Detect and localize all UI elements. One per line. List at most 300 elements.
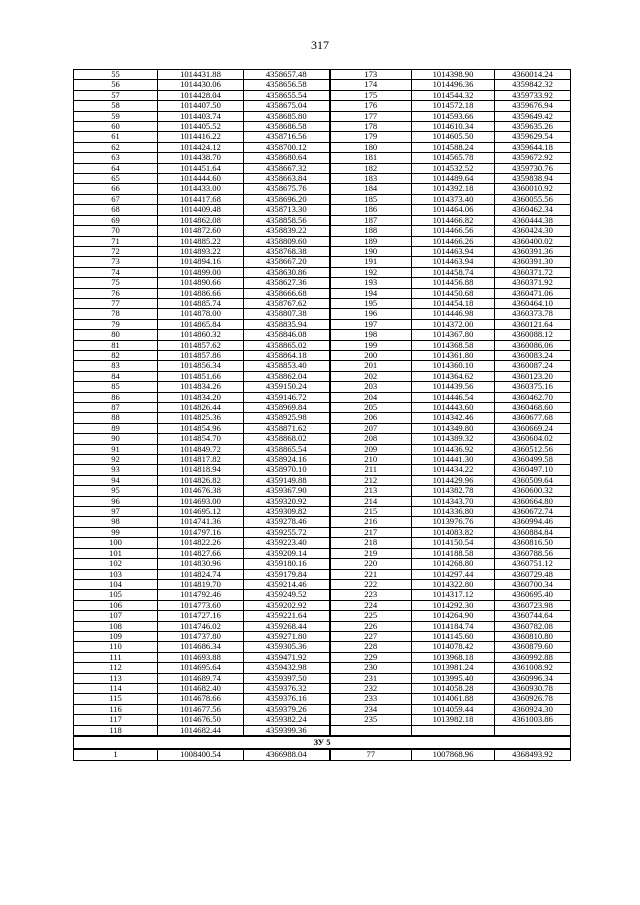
table-row [74,517,571,527]
table-cell: 4368493.92 [495,749,571,761]
table-cell: 179 [330,132,412,142]
table-cell: 4360400.02 [495,236,571,246]
table-cell: 116 [74,704,158,714]
table-cell: 78 [74,309,158,319]
table-cell: 4361003.86 [495,715,571,725]
table-cell: 104 [74,579,158,589]
table-cell: 90 [74,434,158,444]
coordinates-table-body [74,70,571,761]
table-cell: 4358696.20 [244,194,330,204]
table-cell: 219 [330,548,412,558]
table-row [74,132,571,142]
table-cell: 4360462.70 [495,392,571,402]
table-cell: 73 [74,257,158,267]
table-cell: 1014834.26 [158,382,244,392]
table-cell: 1014059.44 [412,704,495,714]
table-cell: 233 [330,694,412,704]
table-cell: 4359202.92 [244,600,330,610]
table-cell: 4360086.06 [495,340,571,350]
table-cell: 81 [74,340,158,350]
table-cell: 4360926.78 [495,694,571,704]
table-cell: 4358767.62 [244,298,330,308]
table-cell: 4360468.60 [495,403,571,413]
table-cell: 4359672.92 [495,153,571,163]
table-cell: 200 [330,350,412,360]
table-cell: 59 [74,111,158,121]
table-cell: 178 [330,122,412,132]
table-cell: 4359397.50 [244,673,330,683]
table-cell: 1014368.58 [412,340,495,350]
table-row [74,749,571,761]
table-cell: 1014792.46 [158,590,244,600]
table-cell: 1014373.40 [412,194,495,204]
table-row [74,403,571,413]
table-cell: 1014849.72 [158,444,244,454]
table-cell: 209 [330,444,412,454]
table-row [74,704,571,714]
table-cell: 1014857.62 [158,340,244,350]
table-cell: 4360930.78 [495,683,571,693]
table-cell: 4358657.48 [244,70,330,80]
table-cell: 1014058.28 [412,683,495,693]
table-cell: 4359255.72 [244,527,330,537]
table-cell: 1014392.18 [412,184,495,194]
table-row [74,309,571,319]
table-cell: 1014830.96 [158,559,244,569]
table-cell [412,725,495,736]
table-cell: 115 [74,694,158,704]
table-cell: 1014360.10 [412,361,495,371]
table-cell: 1014818.94 [158,465,244,475]
table-cell: 113 [74,673,158,683]
table-cell: 1014682.44 [158,725,244,736]
table-cell: 173 [330,70,412,80]
table-cell: 1014441.30 [412,455,495,465]
table-row [74,267,571,277]
table-cell: 4360677.68 [495,413,571,423]
table-cell: 4360669.24 [495,423,571,433]
table-cell: 1014424.12 [158,142,244,152]
table-cell: 1014686.34 [158,642,244,652]
table-cell: 4359676.94 [495,101,571,111]
table-cell: 4360444.38 [495,215,571,225]
table-row [74,507,571,517]
table-cell: 1014438.70 [158,153,244,163]
table-cell: 63 [74,153,158,163]
table-cell: 1013981.24 [412,663,495,673]
table-cell: 1014572.18 [412,101,495,111]
table-cell: 107 [74,611,158,621]
table-cell: 222 [330,579,412,589]
table-cell: 1014565.78 [412,153,495,163]
table-cell: 180 [330,142,412,152]
table-cell: 99 [74,527,158,537]
table-cell: 4358925.98 [244,413,330,423]
table-cell: 4359367.90 [244,486,330,496]
table-cell: 1014403.74 [158,111,244,121]
table-row [74,153,571,163]
table-cell: 4358663.84 [244,174,330,184]
table-cell: 1014416.22 [158,132,244,142]
table-cell: 1014854.96 [158,423,244,433]
table-cell: 1014458.74 [412,267,495,277]
table-row [74,475,571,485]
table-cell: 216 [330,517,412,527]
table-cell: 1014417.68 [158,194,244,204]
table-cell: 65 [74,174,158,184]
table-cell: 79 [74,319,158,329]
table-cell: 4359278.46 [244,517,330,527]
table-cell: 1014899.00 [158,267,244,277]
table-cell: 4358700.12 [244,142,330,152]
table-cell: 4359221.64 [244,611,330,621]
table-cell: 1014317.12 [412,590,495,600]
table-cell: 4360782.08 [495,621,571,631]
table-cell: 1014428.04 [158,90,244,100]
table-cell: 1014819.70 [158,579,244,589]
table-row [74,434,571,444]
table-cell: 74 [74,267,158,277]
table-row [74,715,571,725]
table-cell: 1014677.56 [158,704,244,714]
table-row [74,725,571,736]
table-cell: 210 [330,455,412,465]
table-cell: 211 [330,465,412,475]
table-cell: 4360509.64 [495,475,571,485]
table-cell: 1014544.32 [412,90,495,100]
table-cell: 1014797.16 [158,527,244,537]
table-cell: 1014405.52 [158,122,244,132]
table-cell: 1014061.88 [412,694,495,704]
table-cell: 97 [74,507,158,517]
table-row [74,142,571,152]
table-cell: 201 [330,361,412,371]
table-cell: 4360462.34 [495,205,571,215]
table-cell: 1014862.08 [158,215,244,225]
table-cell: 186 [330,205,412,215]
table-cell: 4359179.84 [244,569,330,579]
table-cell: 1014446.98 [412,309,495,319]
table-cell: 4360014.24 [495,70,571,80]
table-cell: 1014361.80 [412,350,495,360]
table-cell: 76 [74,288,158,298]
table-cell: 175 [330,90,412,100]
table-cell: 218 [330,538,412,548]
table-cell: 4360884.84 [495,527,571,537]
table-cell: 108 [74,621,158,631]
table-cell [330,725,412,736]
table-cell: 192 [330,267,412,277]
table-cell: 1014727.16 [158,611,244,621]
table-cell: 4358627.36 [244,278,330,288]
table-cell: 1014890.66 [158,278,244,288]
table-cell: 4358862.04 [244,371,330,381]
table-cell: 1014078.42 [412,642,495,652]
table-cell: 4359838.94 [495,174,571,184]
table-row [74,600,571,610]
table-cell: 1007868.96 [412,749,495,761]
table-cell: 60 [74,122,158,132]
table-cell: 1014817.82 [158,455,244,465]
table-row [74,80,571,90]
table-cell: 1014605.50 [412,132,495,142]
table-cell: 234 [330,704,412,714]
table-cell: 4358865.54 [244,444,330,454]
table-cell: 1014826.82 [158,475,244,485]
table-cell: 68 [74,205,158,215]
table-cell: 4358868.02 [244,434,330,444]
table-cell: 221 [330,569,412,579]
table-cell: 88 [74,413,158,423]
table-cell: 57 [74,90,158,100]
table-cell: 91 [74,444,158,454]
table-cell: 208 [330,434,412,444]
table-cell: 1014822.26 [158,538,244,548]
table-cell: 4359649.42 [495,111,571,121]
table-cell: 4360464.10 [495,298,571,308]
table-row [74,111,571,121]
table-cell: 1014463.94 [412,246,495,256]
table-cell: 4360723.98 [495,600,571,610]
table-cell: 229 [330,652,412,662]
table-cell: 195 [330,298,412,308]
table-cell: 4358686.58 [244,122,330,132]
table-cell: 1014398.90 [412,70,495,80]
table-cell: 4360604.02 [495,434,571,444]
table-cell: 71 [74,236,158,246]
table-cell: 228 [330,642,412,652]
table-cell: 4358768.38 [244,246,330,256]
table-cell: 4360695.40 [495,590,571,600]
table-cell: 196 [330,309,412,319]
table-cell: 4361008.92 [495,663,571,673]
table-row [74,226,571,236]
table-row [74,361,571,371]
table-row [74,257,571,267]
table-cell: 4360087.24 [495,361,571,371]
table-cell: 87 [74,403,158,413]
table-cell: 1014682.40 [158,683,244,693]
table-cell: 4360471.06 [495,288,571,298]
table-cell: 4359146.72 [244,392,330,402]
table-cell: 217 [330,527,412,537]
table-cell: 101 [74,548,158,558]
table-cell: 117 [74,715,158,725]
table-cell: 1014430.06 [158,80,244,90]
table-cell: 230 [330,663,412,673]
table-cell: 56 [74,80,158,90]
table-cell: 4359214.46 [244,579,330,589]
table-cell: 4359271.80 [244,631,330,641]
table-cell: 1014678.66 [158,694,244,704]
table-cell: 4360391.30 [495,257,571,267]
table-cell: 198 [330,330,412,340]
table-cell: 4360810.80 [495,631,571,641]
table-cell: 105 [74,590,158,600]
table-cell: 1014610.34 [412,122,495,132]
table-cell: 4360055.56 [495,194,571,204]
table-row [74,569,571,579]
table-cell: 1014860.32 [158,330,244,340]
table-row [74,631,571,641]
table-cell: 1014431.88 [158,70,244,80]
table-row [74,194,571,204]
table-cell: 4360924.30 [495,704,571,714]
table-row [74,527,571,537]
table-cell: 4358685.80 [244,111,330,121]
table-cell: 4360373.78 [495,309,571,319]
page-number: 317 [311,38,329,52]
table-cell: 1014695.64 [158,663,244,673]
table-cell: 1014292.30 [412,600,495,610]
table-cell: 191 [330,257,412,267]
table-cell: 189 [330,236,412,246]
table-cell: 190 [330,246,412,256]
table-cell: 4360512.56 [495,444,571,454]
table-cell: 206 [330,413,412,423]
table-cell: 4360375.16 [495,382,571,392]
table-cell: 1014436.92 [412,444,495,454]
table-cell: 118 [74,725,158,736]
table-cell: 1008400.54 [158,749,244,761]
table-cell: 220 [330,559,412,569]
table-cell: 4360121.64 [495,319,571,329]
table-cell: 4360879.60 [495,642,571,652]
table-cell: 1014409.48 [158,205,244,215]
table-cell: 1014150.54 [412,538,495,548]
table-row [74,70,571,80]
table-cell: 1014593.66 [412,111,495,121]
table-row [74,683,571,693]
table-cell: 1013982.18 [412,715,495,725]
table-cell: 1014737.80 [158,631,244,641]
table-cell: 4360788.56 [495,548,571,558]
table-cell: 1014676.38 [158,486,244,496]
table-cell: 4360391.36 [495,246,571,256]
table-row [74,246,571,256]
table-row [74,330,571,340]
table-cell: 86 [74,392,158,402]
table-cell: 204 [330,392,412,402]
table-cell: 4360992.88 [495,652,571,662]
table-cell: 4359644.18 [495,142,571,152]
table-cell: 1014342.46 [412,413,495,423]
table-cell: 109 [74,631,158,641]
table-cell: 1014322.80 [412,579,495,589]
table-cell: 1014827.66 [158,548,244,558]
table-cell: 1014834.20 [158,392,244,402]
table-cell: 1014865.84 [158,319,244,329]
table-cell: 4358667.20 [244,257,330,267]
table-cell: 4360994.46 [495,517,571,527]
table-cell: 70 [74,226,158,236]
table-row [74,673,571,683]
table-cell: 4360010.92 [495,184,571,194]
table-cell: 93 [74,465,158,475]
table-cell: 1014489.64 [412,174,495,184]
table-cell: 1014382.78 [412,486,495,496]
table-row [74,205,571,215]
table-cell: 177 [330,111,412,121]
table-cell: 102 [74,559,158,569]
table-cell: 1014264.90 [412,611,495,621]
table-cell: 4359223.40 [244,538,330,548]
coordinates-table [73,69,571,761]
table-cell: 1014463.94 [412,257,495,267]
table-cell: 1013995.40 [412,673,495,683]
table-cell: 1014268.80 [412,559,495,569]
table-cell: 4359432.98 [244,663,330,673]
table-cell: 226 [330,621,412,631]
table-cell: 112 [74,663,158,673]
table-cell: 207 [330,423,412,433]
table-cell: 224 [330,600,412,610]
table-cell: 4358809.60 [244,236,330,246]
table-cell: 1014349.80 [412,423,495,433]
table-row [74,174,571,184]
table-cell: 83 [74,361,158,371]
table-row [74,278,571,288]
table-cell: 61 [74,132,158,142]
table-row [74,455,571,465]
table-cell: 1014741.36 [158,517,244,527]
table-cell: 66 [74,184,158,194]
table-row [74,642,571,652]
table-cell: 4359149.88 [244,475,330,485]
table-row [74,652,571,662]
table-cell [495,725,571,736]
table-row [74,663,571,673]
table-row [74,538,571,548]
table-cell: 62 [74,142,158,152]
table-cell: 4358846.08 [244,330,330,340]
table-cell: 4358839.22 [244,226,330,236]
table-cell: 1014894.16 [158,257,244,267]
table-cell: 1014434.22 [412,465,495,475]
table-cell: 1014532.52 [412,163,495,173]
table-cell: 4358675.76 [244,184,330,194]
table-cell: 4360123.20 [495,371,571,381]
table-row [74,559,571,569]
table-cell: 1014851.66 [158,371,244,381]
table-row [74,298,571,308]
table-cell: 1014857.86 [158,350,244,360]
table-cell: 4360497.10 [495,465,571,475]
table-cell: 194 [330,288,412,298]
table-cell: 84 [74,371,158,381]
table-cell: 4358858.56 [244,215,330,225]
table-cell: 215 [330,507,412,517]
table-cell: 4359842.32 [495,80,571,90]
table-cell: 4359305.36 [244,642,330,652]
table-cell: 181 [330,153,412,163]
table-row [74,621,571,631]
table-cell: 98 [74,517,158,527]
table-cell: 4358656.58 [244,80,330,90]
table-cell: 1014446.54 [412,392,495,402]
table-cell: 92 [74,455,158,465]
table-cell: 1014588.24 [412,142,495,152]
table-cell: 4360744.64 [495,611,571,621]
table-cell: 75 [74,278,158,288]
table-cell: 223 [330,590,412,600]
table-cell: 4358666.68 [244,288,330,298]
table-cell: 1014872.60 [158,226,244,236]
table-cell: 4358871.62 [244,423,330,433]
table-row [74,90,571,100]
table-row [74,350,571,360]
table-cell: 94 [74,475,158,485]
